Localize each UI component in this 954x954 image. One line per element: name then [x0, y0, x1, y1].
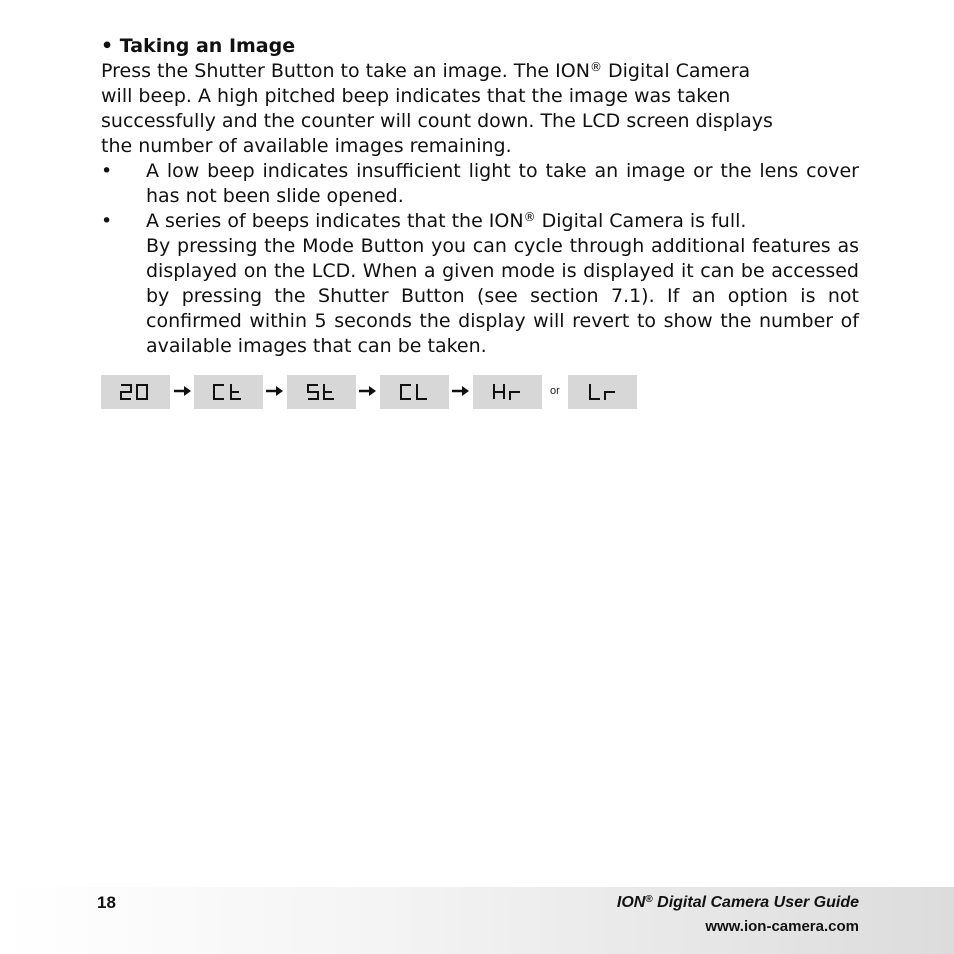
lcd-glyph [473, 375, 542, 409]
page-number: 18 [97, 893, 116, 912]
lcd-display [287, 375, 356, 409]
intro-line-3: successfully and the counter will count down. The LCD screen displays [101, 110, 773, 132]
intro-line-4: the number of available images remaining. [101, 135, 512, 157]
guide-title-text: ION [616, 894, 646, 911]
or-label: or [550, 385, 560, 397]
lcd-display [473, 375, 542, 409]
lcd-display [194, 375, 263, 409]
intro-text: Press the Shutter Button to take an image. The ION [101, 60, 590, 82]
intro-line-2: will beep. A high pitched beep indicates that the image was taken [101, 85, 731, 107]
lcd-display [380, 375, 449, 409]
lcd-display [568, 375, 637, 409]
registered-mark: ® [589, 60, 602, 74]
bullet-camera-full [101, 209, 859, 234]
page-footer [0, 887, 954, 954]
bullet-marker: • [101, 160, 113, 182]
website-url: www.ion-camera.com [705, 918, 859, 935]
arrow-right-icon [358, 384, 378, 398]
arrow-right-icon [451, 384, 471, 398]
bullet-text: Digital Camera is full. [535, 210, 747, 232]
lcd-glyph [194, 375, 263, 409]
intro-line-1 [101, 59, 859, 84]
intro-text: Digital Camera [601, 60, 751, 82]
arrow-right-icon [265, 384, 285, 398]
section-heading: • Taking an Image [101, 35, 296, 57]
bullet-marker: • [101, 210, 113, 232]
guide-title-text: Digital Camera User Guide [652, 894, 859, 911]
mode-button-paragraph: By pressing the Mode Button you can cycle through additional features as displayed on the LCD. When a given mode is displayed it can be accessed by pressing the Shutter Button (see section 7.1). If an option is not confirmed within 5 seconds the display will revert to show the number of available images that can be taken. [146, 235, 859, 357]
bullet-text: A low beep indicates insufficient light to take an image or the lens cover has not been slide opened. [146, 160, 859, 207]
guide-title [617, 894, 859, 912]
bullet-text: A series of beeps indicates that the ION [146, 210, 524, 232]
lcd-glyph [287, 375, 356, 409]
arrow-right-icon [173, 384, 193, 398]
registered-mark: ® [645, 894, 653, 905]
lcd-display [101, 375, 170, 409]
page-content [101, 34, 859, 359]
lcd-glyph [568, 375, 637, 409]
lcd-glyph [101, 375, 170, 409]
bullet-low-beep [101, 159, 859, 209]
lcd-glyph [380, 375, 449, 409]
registered-mark: ® [523, 210, 536, 224]
lcd-mode-sequence [101, 375, 641, 409]
